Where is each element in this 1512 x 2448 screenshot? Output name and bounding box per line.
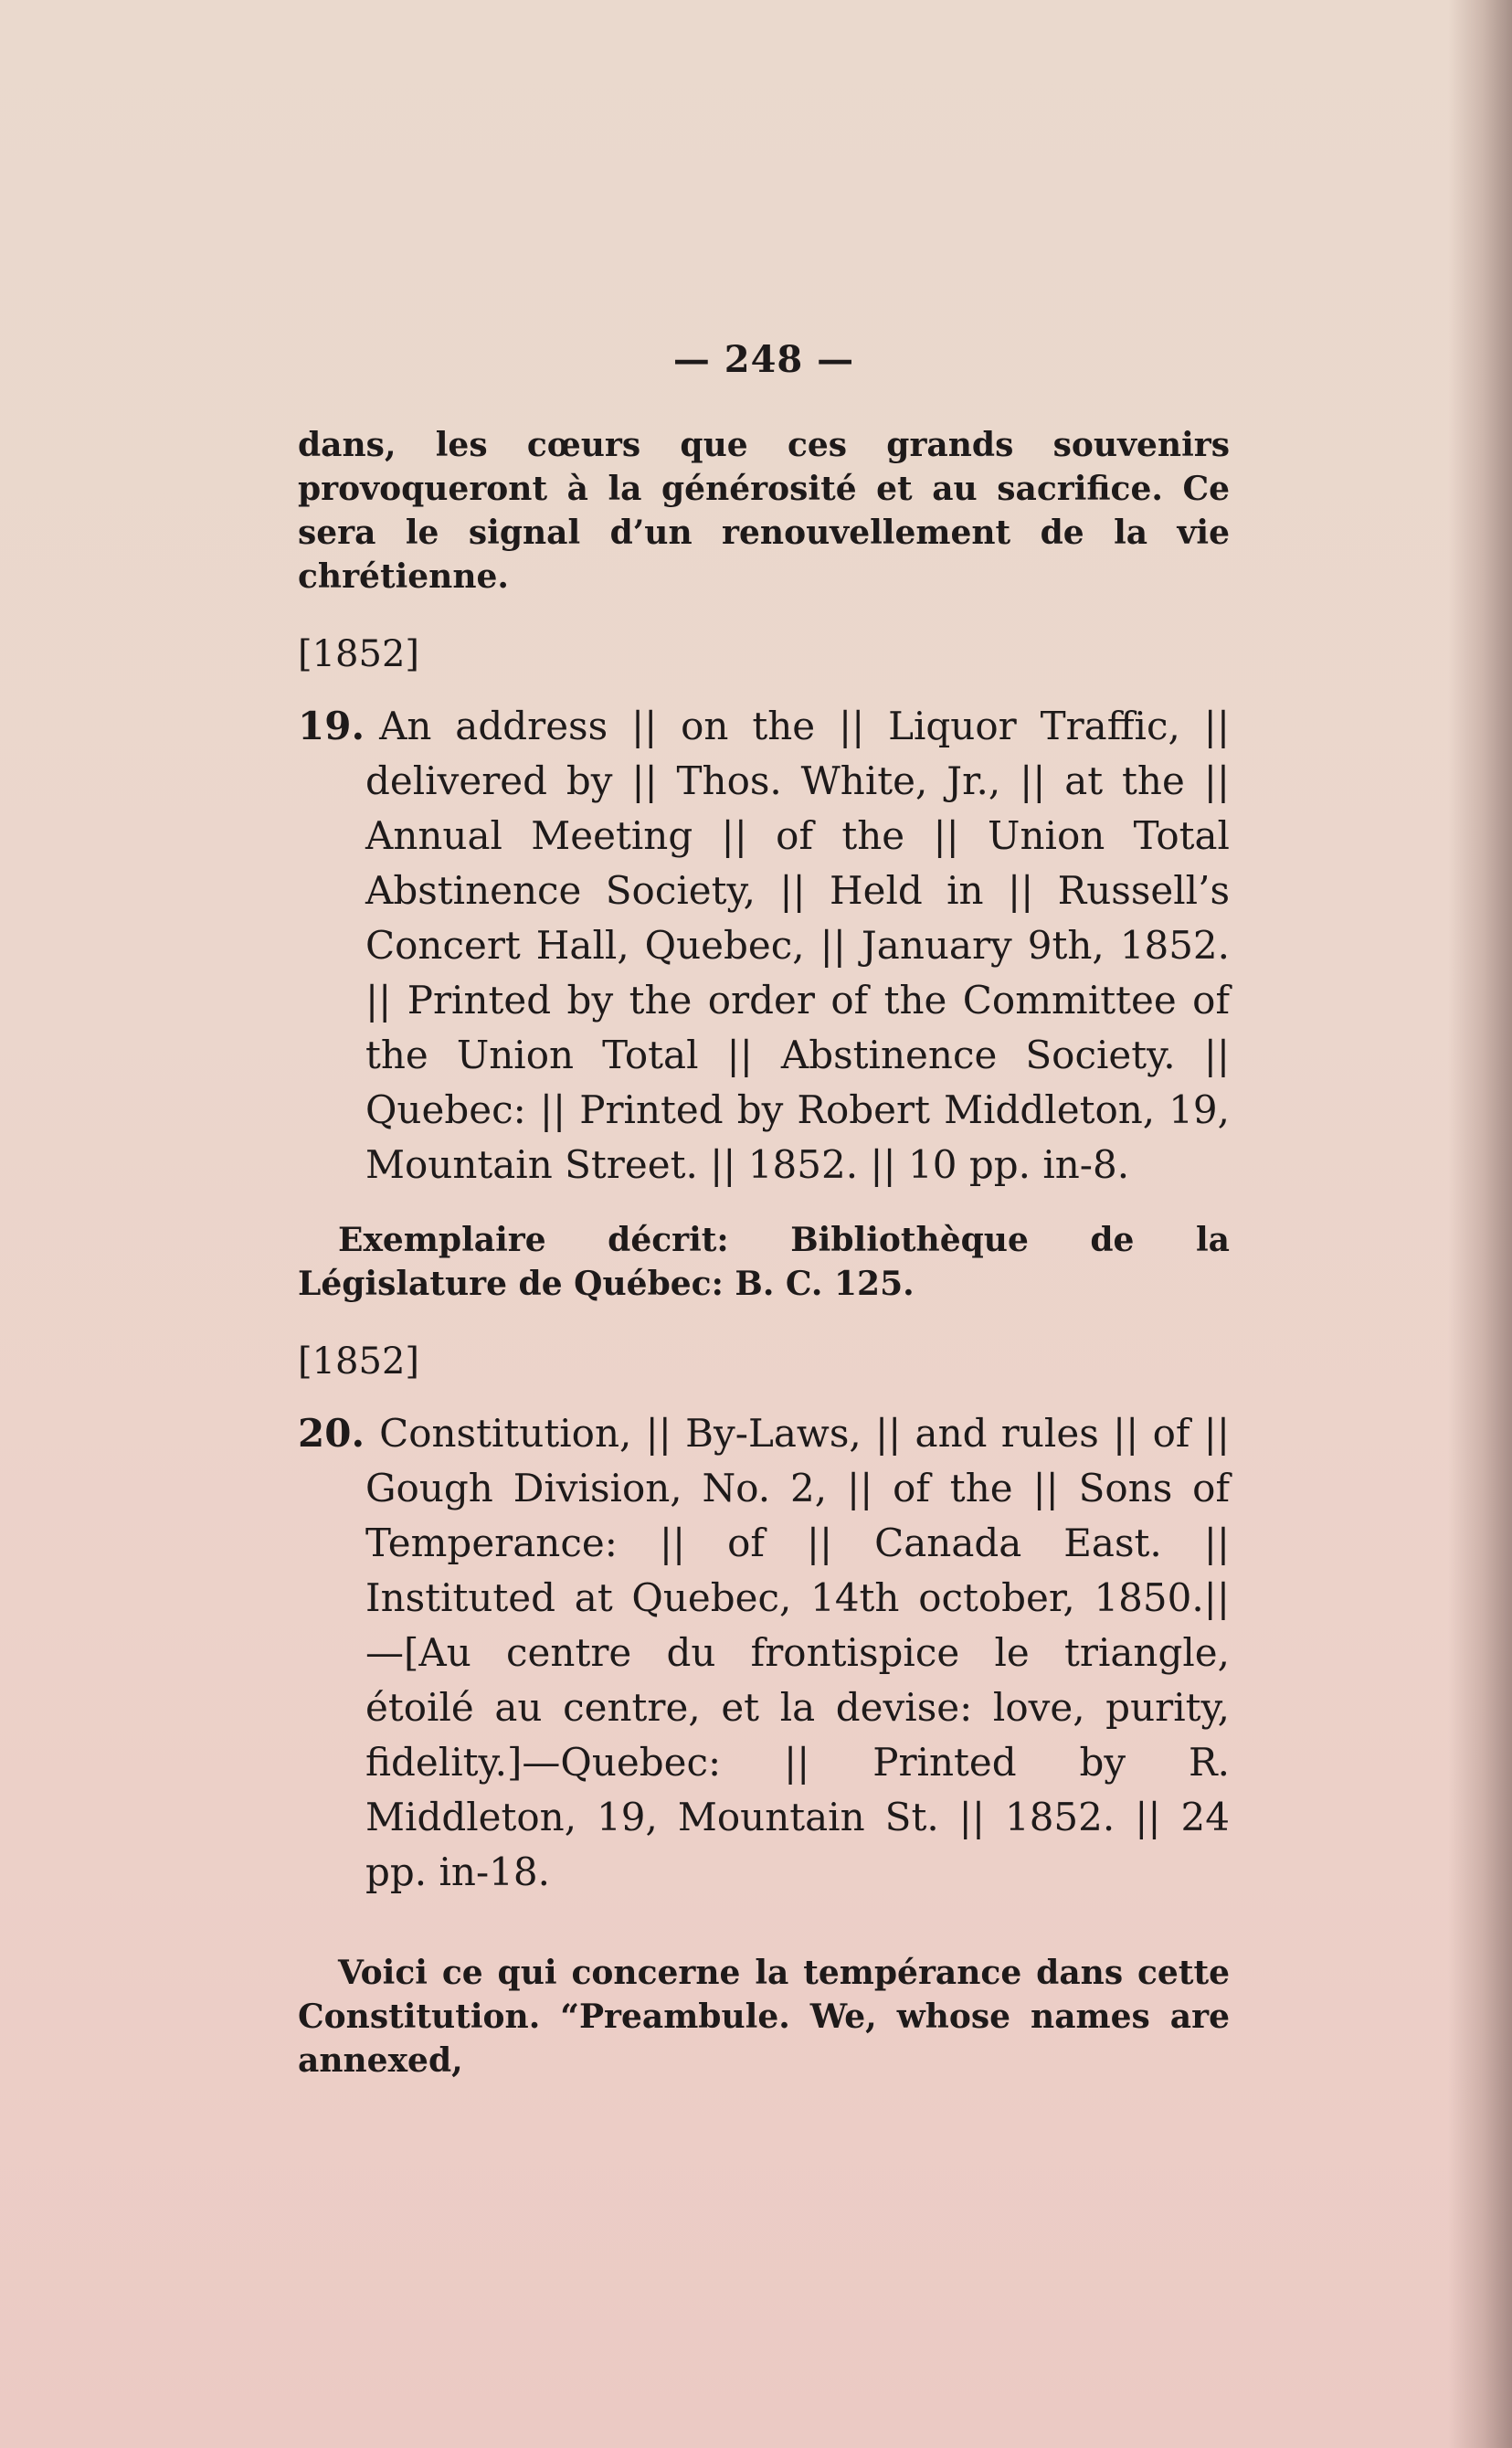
bibliography-entry: [298, 1406, 1230, 1900]
page-number: — 248 —: [672, 338, 855, 381]
entry-number: 19.: [298, 704, 365, 748]
spine-shadow: [1448, 0, 1512, 2448]
entry-number: 20.: [298, 1411, 365, 1456]
entry-year: [1852]: [298, 633, 420, 675]
bibliography-entry: [298, 699, 1230, 1192]
spacer: [298, 1925, 1230, 1951]
continuation-paragraph: dans, les cœurs que ces grands souvenirs provoqueront à la générosité et au sacrifice. Ce sera le signal d’un renouvellement de la vie chrétienne.: [298, 426, 1230, 596]
entry-text: Constitution, || By-Laws, || and rules || of || Gough Division, No. 2, || of the || Sons of Temperance: || of || Canada East. || Instituted at Quebec, 14th october, 1850.|| —[Au centre du frontispice le triangle, étoilé au centre, et la devise: love, purity, fidelity.]—Quebec: || Printed by R. Middleton, 19, Mountain St. || 1852. || 24 pp. in-18.: [365, 1411, 1230, 1894]
entry-text: An address || on the || Liquor Traffic, || delivered by || Thos. White, Jr., || at the || Annual Meeting || of the || Union Total Abstinence Society, || Held in || Russell’s Concert Hall, Quebec, || January 9th, 1852. || Printed by the order of the Committee of the Union Total || Abstinence Society. || Quebec: || Printed by Robert Middleton, 19, Mountain Street. || 1852. || 10 pp. in-8.: [365, 704, 1230, 1187]
text-block: [298, 338, 1230, 2082]
entry-note: Voici ce qui concerne la tempérance dans cette Constitution. “Preambule. We, whose names are annexed,: [298, 1954, 1230, 2080]
entry-year: [1852]: [298, 1341, 420, 1383]
entry-note: Exemplaire décrit: Bibliothèque de la Législature de Québec: B. C. 125.: [298, 1221, 1230, 1303]
